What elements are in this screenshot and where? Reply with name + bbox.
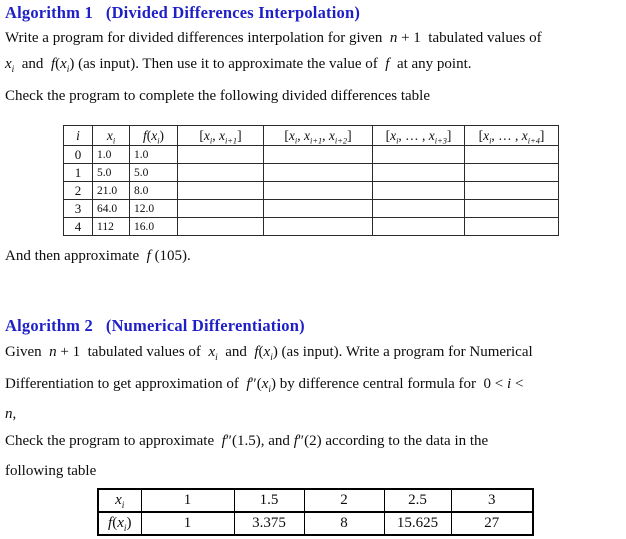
t1-cell	[465, 164, 559, 182]
t1-cell: 5.0	[130, 164, 178, 182]
t1-cell	[373, 182, 465, 200]
t2-cell: 1	[141, 512, 234, 535]
col-header-i: i	[64, 126, 93, 146]
table-row-x	[98, 489, 533, 512]
t1-cell	[264, 200, 373, 218]
table-row-fx	[98, 512, 533, 535]
col-header-dd1: [$x_i$, $x_{i+1}$]	[178, 126, 264, 146]
t2-cell: 27	[451, 512, 533, 535]
t1-cell	[178, 218, 264, 236]
algorithm1-title: Algorithm 1 (Divided Differences Interpolation)	[5, 3, 361, 22]
algorithm1-paragraph-line3: Check the program to complete the following divided differences table	[5, 88, 431, 104]
algorithm2-paragraph-line5: following table	[5, 463, 97, 479]
t1-cell	[465, 200, 559, 218]
t1-cell	[178, 182, 264, 200]
t1-cell: 8.0	[130, 182, 178, 200]
table-row	[64, 182, 559, 200]
t1-cell: 16.0	[130, 218, 178, 236]
t1-cell	[465, 146, 559, 164]
t1-cell: 1.0	[130, 146, 178, 164]
t1-cell: 2	[64, 182, 93, 200]
algorithm2-paragraph-line4: Check the program to approximate f″(1.5), and f″(2) according to the data in the	[5, 433, 489, 449]
t2-cell: 2	[304, 489, 384, 512]
col-header-fxi: $f(x_i)$	[130, 126, 178, 146]
t2-cell: 1	[141, 489, 234, 512]
table-row	[64, 218, 559, 236]
col-header-xi: $x_i$	[93, 126, 130, 146]
t1-cell: 21.0	[93, 182, 130, 200]
t1-cell: 1.0	[93, 146, 130, 164]
table-row	[64, 146, 559, 164]
t2-cell: 2.5	[384, 489, 451, 512]
col-header-dd4: [$x_i$, … , $x_{i+4}$]	[465, 126, 559, 146]
t2-cell: 8	[304, 512, 384, 535]
t1-cell: 112	[93, 218, 130, 236]
t1-cell	[178, 146, 264, 164]
numerical-differentiation-table	[97, 488, 534, 536]
t1-cell	[373, 164, 465, 182]
t1-cell	[373, 146, 465, 164]
t1-cell	[264, 218, 373, 236]
divided-differences-table	[63, 125, 559, 236]
t2-cell: 15.625	[384, 512, 451, 535]
t1-cell	[178, 164, 264, 182]
t1-cell: 3	[64, 200, 93, 218]
t2-cell: 1.5	[234, 489, 304, 512]
t1-cell: 4	[64, 218, 93, 236]
algorithm1-followup-line: And then approximate f (105).	[5, 248, 191, 264]
algorithm2-title: Algorithm 2 (Numerical Differentiation)	[5, 316, 305, 335]
t1-cell: 12.0	[130, 200, 178, 218]
table-header-row	[64, 126, 559, 146]
table-row	[64, 200, 559, 218]
col-header-dd3: [$x_i$, … , $x_{i+3}$]	[373, 126, 465, 146]
row-label-xi: $x_i$	[98, 489, 141, 512]
t1-cell: 5.0	[93, 164, 130, 182]
algorithm2-paragraph-line1: Given n + 1 tabulated values of $x_i$ and $f(x_i)$ (as input). Write a program for Numerical	[5, 344, 533, 363]
col-header-dd2: [$x_i$, $x_{i+1}$, $x_{i+2}$]	[264, 126, 373, 146]
t1-cell	[373, 218, 465, 236]
t1-cell	[178, 200, 264, 218]
t1-cell: 0	[64, 146, 93, 164]
row-label-fxi: $f(x_i)$	[98, 512, 141, 535]
t2-cell: 3.375	[234, 512, 304, 535]
t1-cell	[373, 200, 465, 218]
t1-cell	[465, 182, 559, 200]
t2-cell: 3	[451, 489, 533, 512]
t1-cell	[264, 164, 373, 182]
t1-cell	[465, 218, 559, 236]
algorithm2-paragraph-line3: n,	[5, 406, 17, 422]
algorithm2-paragraph-line2: Differentiation to get approximation of $f''(x_i)$ by difference central formula for 0 < i <	[5, 376, 524, 395]
table-row	[64, 164, 559, 182]
t1-cell: 64.0	[93, 200, 130, 218]
algorithm1-paragraph-line2: $x_i$ and $f(x_i)$ (as input). Then use it to approximate the value of f at any point.	[5, 56, 472, 75]
t1-cell	[264, 146, 373, 164]
t1-cell	[264, 182, 373, 200]
t1-cell: 1	[64, 164, 93, 182]
algorithm1-paragraph-line1: Write a program for divided differences interpolation for given n + 1 tabulated values of	[5, 30, 542, 46]
